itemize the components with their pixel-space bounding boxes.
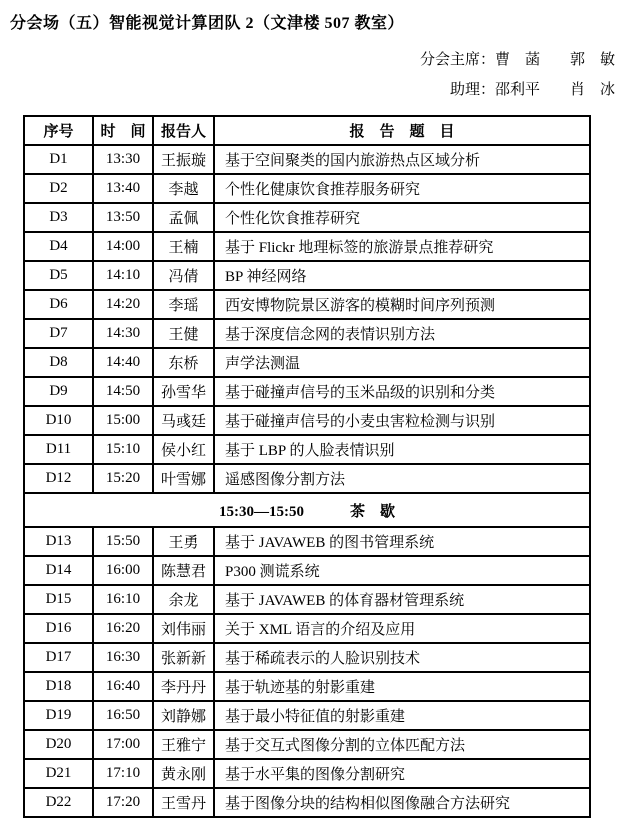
time-cell: 13:50 — [93, 203, 153, 232]
session-id-cell: D8 — [24, 348, 93, 377]
time-cell: 14:10 — [93, 261, 153, 290]
session-id-cell: D22 — [24, 788, 93, 817]
time-cell: 15:10 — [93, 435, 153, 464]
time-cell: 15:00 — [93, 406, 153, 435]
table-row — [24, 643, 590, 672]
title-cell: 基于轨迹基的射影重建 — [214, 672, 590, 701]
session-id-cell: D6 — [24, 290, 93, 319]
title-cell: BP 神经网络 — [214, 261, 590, 290]
title-cell: 基于最小特征值的射影重建 — [214, 701, 590, 730]
title-cell: 基于 Flickr 地理标签的旅游景点推荐研究 — [214, 232, 590, 261]
title-cell: 基于 JAVAWEB 的体育器材管理系统 — [214, 585, 590, 614]
table-row — [24, 435, 590, 464]
table-row — [24, 203, 590, 232]
table-row — [24, 788, 590, 817]
title-cell: 基于碰撞声信号的玉米品级的识别和分类 — [214, 377, 590, 406]
time-cell: 16:40 — [93, 672, 153, 701]
session-id-cell: D3 — [24, 203, 93, 232]
title-cell: 个性化饮食推荐研究 — [214, 203, 590, 232]
time-cell: 16:50 — [93, 701, 153, 730]
speaker-cell: 刘静娜 — [153, 701, 214, 730]
session-assistants-line: 助理：邵利平 肖 冰 — [449, 82, 615, 98]
session-id-cell: D7 — [24, 319, 93, 348]
session-id-cell: D17 — [24, 643, 93, 672]
table-row — [24, 464, 590, 493]
table-row — [24, 556, 590, 585]
speaker-cell: 李越 — [153, 174, 214, 203]
tea-break-cell — [24, 493, 590, 527]
speaker-cell: 张新新 — [153, 643, 214, 672]
title-cell: 基于 LBP 的人脸表情识别 — [214, 435, 590, 464]
title-cell: 西安博物院景区游客的模糊时间序列预测 — [214, 290, 590, 319]
table-row — [24, 701, 590, 730]
title-cell: 遥感图像分割方法 — [214, 464, 590, 493]
title-cell: P300 测谎系统 — [214, 556, 590, 585]
header-time: 时 间 — [93, 116, 153, 145]
header-session-id: 序号 — [24, 116, 93, 145]
speaker-cell: 侯小红 — [153, 435, 214, 464]
session-id-cell: D4 — [24, 232, 93, 261]
table-row — [24, 730, 590, 759]
speaker-cell: 王勇 — [153, 527, 214, 556]
time-cell: 13:30 — [93, 145, 153, 174]
header-speaker: 报告人 — [153, 116, 214, 145]
table-row — [24, 232, 590, 261]
speaker-cell: 王振璇 — [153, 145, 214, 174]
session-id-cell: D20 — [24, 730, 93, 759]
title-cell: 基于稀疏表示的人脸识别技术 — [214, 643, 590, 672]
session-id-cell: D1 — [24, 145, 93, 174]
speaker-cell: 冯倩 — [153, 261, 214, 290]
session-id-cell: D16 — [24, 614, 93, 643]
session-id-cell: D11 — [24, 435, 93, 464]
time-cell: 14:30 — [93, 319, 153, 348]
table-row — [24, 406, 590, 435]
table-row — [24, 527, 590, 556]
speaker-cell: 东桥 — [153, 348, 214, 377]
time-cell: 16:00 — [93, 556, 153, 585]
speaker-cell: 王健 — [153, 319, 214, 348]
table-row — [24, 319, 590, 348]
time-cell: 17:20 — [93, 788, 153, 817]
session-id-cell: D21 — [24, 759, 93, 788]
title-cell: 基于交互式图像分割的立体匹配方法 — [214, 730, 590, 759]
title-cell: 声学法测温 — [214, 348, 590, 377]
speaker-cell: 黄永刚 — [153, 759, 214, 788]
session-id-cell: D9 — [24, 377, 93, 406]
table-row — [24, 348, 590, 377]
time-cell: 14:20 — [93, 290, 153, 319]
time-cell: 16:20 — [93, 614, 153, 643]
table-row — [24, 290, 590, 319]
speaker-cell: 叶雪娜 — [153, 464, 214, 493]
session-id-cell: D19 — [24, 701, 93, 730]
table-header-row — [24, 116, 590, 145]
speaker-cell: 马彧廷 — [153, 406, 214, 435]
speaker-cell: 孙雪华 — [153, 377, 214, 406]
schedule-table — [23, 115, 591, 818]
title-cell: 基于水平集的图像分割研究 — [214, 759, 590, 788]
table-row — [24, 145, 590, 174]
time-cell: 16:30 — [93, 643, 153, 672]
speaker-cell: 王楠 — [153, 232, 214, 261]
tea-break-time: 15:30—15:50 — [218, 503, 304, 520]
speaker-cell: 余龙 — [153, 585, 214, 614]
tea-break-label: 茶 歇 — [349, 503, 395, 520]
title-cell: 基于碰撞声信号的小麦虫害粒检测与识别 — [214, 406, 590, 435]
speaker-cell: 陈慧君 — [153, 556, 214, 585]
tea-break-row — [24, 493, 590, 527]
session-id-cell: D13 — [24, 527, 93, 556]
session-id-cell: D14 — [24, 556, 93, 585]
session-meta — [10, 45, 615, 105]
session-id-cell: D5 — [24, 261, 93, 290]
session-id-cell: D10 — [24, 406, 93, 435]
session-id-cell: D15 — [24, 585, 93, 614]
session-id-cell: D2 — [24, 174, 93, 203]
speaker-cell: 李丹丹 — [153, 672, 214, 701]
speaker-cell: 刘伟丽 — [153, 614, 214, 643]
time-cell: 17:00 — [93, 730, 153, 759]
speaker-cell: 孟佩 — [153, 203, 214, 232]
title-cell: 基于 JAVAWEB 的图书管理系统 — [214, 527, 590, 556]
schedule-body — [24, 145, 590, 817]
time-cell: 13:40 — [93, 174, 153, 203]
session-chairs-line: 分会主席：曹 菡 郭 敏 — [419, 52, 615, 68]
speaker-cell: 王雅宁 — [153, 730, 214, 759]
header-title: 报 告 题 目 — [214, 116, 590, 145]
table-row — [24, 614, 590, 643]
table-row — [24, 672, 590, 701]
title-cell: 基于空间聚类的国内旅游热点区域分析 — [214, 145, 590, 174]
title-cell: 基于图像分块的结构相似图像融合方法研究 — [214, 788, 590, 817]
title-cell: 个性化健康饮食推荐服务研究 — [214, 174, 590, 203]
speaker-cell: 李瑶 — [153, 290, 214, 319]
time-cell: 17:10 — [93, 759, 153, 788]
title-cell: 关于 XML 语言的介绍及应用 — [214, 614, 590, 643]
table-row — [24, 759, 590, 788]
page-title: 分会场（五）智能视觉计算团队 2（文津楼 507 教室） — [10, 15, 405, 32]
table-row — [24, 377, 590, 406]
time-cell: 15:20 — [93, 464, 153, 493]
time-cell: 15:50 — [93, 527, 153, 556]
time-cell: 14:50 — [93, 377, 153, 406]
table-row — [24, 261, 590, 290]
time-cell: 14:40 — [93, 348, 153, 377]
title-cell: 基于深度信念网的表情识别方法 — [214, 319, 590, 348]
speaker-cell: 王雪丹 — [153, 788, 214, 817]
time-cell: 14:00 — [93, 232, 153, 261]
table-row — [24, 585, 590, 614]
session-id-cell: D18 — [24, 672, 93, 701]
session-id-cell: D12 — [24, 464, 93, 493]
time-cell: 16:10 — [93, 585, 153, 614]
table-row — [24, 174, 590, 203]
